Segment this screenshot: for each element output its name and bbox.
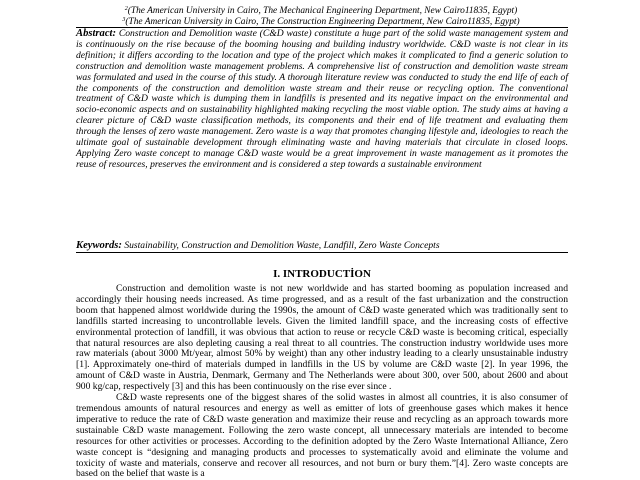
affiliation-text: (The American University in Cairo, The Mechanical Engineering Department, New Cairo11835, Egypt) bbox=[127, 6, 518, 16]
section-heading: I. INTRODUCTİON bbox=[273, 268, 371, 280]
abstract-label: Abstract: bbox=[76, 28, 117, 39]
bottom-rule bbox=[76, 252, 568, 253]
affiliation-text: (The American University in Cairo, The Construction Engineering Department, New Cairo11835, Egypt) bbox=[125, 17, 520, 27]
keywords-block bbox=[76, 240, 568, 251]
section-body bbox=[76, 284, 568, 480]
paragraph: C&D waste represents one of the biggest shares of the solid wastes in almost all countries, it is also consumer of tremendous amounts of natural resources and energy as well as emitter of lots of greenhouse gases which makes it hence imperative to reduce the rate of C&D waste generation and maximize their reuse and recycling as an approach towards more sustainable C&D waste management. Following the zero waste concept, all unnecessary materials are intended to become resources for other activities or processes. According to the definition adopted by the Zero Waste International Alliance, Zero waste concept is “designing and managing products and processes to systematically avoid and eliminate the volume and toxicity of waste and materials, conserve and recover all resources, and not burn or bury them.”[4]. Zero waste concepts are based on the belief that waste is a bbox=[76, 392, 568, 480]
keywords-text: Sustainability, Construction and Demolition Waste, Landfill, Zero Waste Concepts bbox=[124, 240, 440, 251]
affiliation-superscript: 3 bbox=[122, 17, 126, 23]
abstract-text: Construction and Demolition waste (C&D waste) constitute a huge part of the solid waste management system and is continuously on the rise because of the booming housing and building industry worldwide. C&D waste is not clear in its definition; it differs according to the location and type of the project which makes it complicated to find a generic solution to construction and demolition waste management problems. A comprehensive list of construction and demolition waste stream was formulated and used in the course of this study. A thorough literature review was conducted to study the end life of each of the components of the construction and demolition waste stream and their reuse or recycling option. The conventional treatment of C&D waste which is dumping them in landfills is presented and its negative impact on the environmental and socio-economic aspects and on sustainability highlighted making recycling the most viable option. The study aims at having a clearer picture of C&D waste classification methods, its components and their end of life treatment and evaluating them through the lenses of zero waste management. Zero waste is a way that promotes changing lifestyle and, ideologies to reach the ultimate goal of sustainable development through eliminating waste and having materials that circulate in closed loops. Applying Zero waste concept to manage C&D waste would be a great improvement in waste management as it promotes the reuse of resources, preserves the environment and is considered a step towards a sustainable environment bbox=[76, 28, 568, 170]
affiliation-superscript: 2 bbox=[124, 6, 128, 12]
affiliation-3 bbox=[76, 15, 566, 27]
abstract-block bbox=[76, 29, 568, 171]
paragraph: Construction and demolition waste is not new worldwide and has started booming as population increased and accordingly their housing needs increased. As time progressed, and as a result of the fast urbanization and the construction boom that happened almost worldwide during the 1990s, the amount of C&D waste generated which was traditionally sent to landfills started increasing to uncontrollable levels. Given the limited landfill space, and the increasing costs of effective environmental protection of landfill, it was obvious that action to reuse or recycle C&D waste is becoming critical, especially that natural resources are also depleting causing a real threat to all countries. The construction industry worldwide uses more raw materials (about 3000 Mt/year, almost 50% by weight) than any other industry leading to a clearly unsustainable industry [1]. Approximately one-third of materials dumped in landfills in the US by volume are C&D waste [2]. In year 1996, the amount of C&D waste in Austria, Denmark, Germany and The Netherlands were about 300, over 500, about 2600 and about 900 kg/cap, respectively [3] and this has been continuously on the rise ever since . bbox=[76, 283, 568, 393]
keywords-label: Keywords: bbox=[76, 240, 122, 251]
